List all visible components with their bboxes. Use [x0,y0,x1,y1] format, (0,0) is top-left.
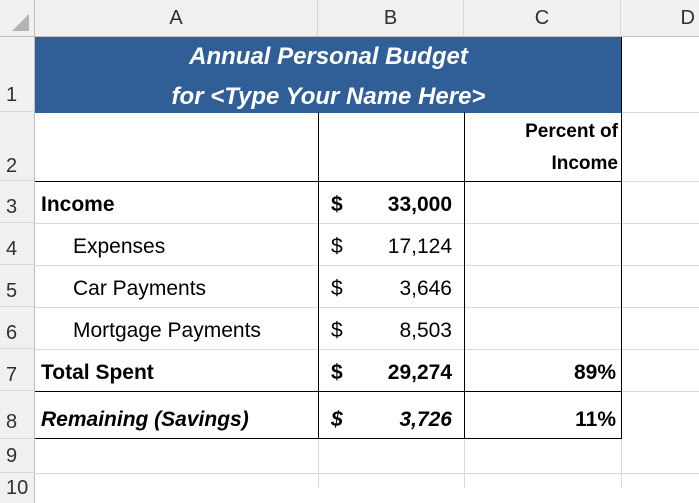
row-header-9[interactable]: 9 [0,439,35,473]
gridline [35,473,699,474]
gridline [35,223,699,224]
table-border [318,112,319,439]
column-header-a[interactable]: A [35,0,318,37]
mortgage-payments-amount[interactable]: 8,503 [399,319,452,342]
row-header-5[interactable]: 5 [0,265,35,307]
remaining-savings-amount[interactable]: 3,726 [399,408,452,431]
car-payments-currency[interactable]: $ [331,277,343,300]
total-spent-percent[interactable]: 89% [573,361,616,384]
table-border [35,181,622,182]
table-border [35,438,622,439]
expenses-currency[interactable]: $ [331,235,343,258]
column-header-b[interactable]: B [318,0,464,37]
title-cell[interactable] [35,37,622,113]
percent-header-line-2: Income [551,153,618,174]
row-header-7[interactable]: 7 [0,349,35,391]
gridline [621,391,699,392]
row-header-10[interactable]: 10 [0,473,35,503]
row-header-3[interactable]: 3 [0,181,35,223]
expenses-amount[interactable]: 17,124 [387,235,452,258]
column-header-c[interactable]: C [464,0,621,37]
table-border [35,391,622,392]
mortgage-payments-label[interactable]: Mortgage Payments [73,319,261,342]
gridline [621,112,699,113]
gridline [35,307,699,308]
select-all-triangle-icon [0,0,35,37]
percent-header-line-1: Percent of [525,121,618,142]
income-amount[interactable]: 33,000 [387,193,452,216]
total-spent-amount[interactable]: 29,274 [387,361,452,384]
gridline [35,349,699,350]
car-payments-amount[interactable]: 3,646 [399,277,452,300]
gridline [464,439,465,488]
row-header-1[interactable]: 1 [0,37,35,112]
mortgage-payments-currency[interactable]: $ [331,319,343,342]
column-header-d[interactable]: D [621,0,699,37]
row-header-4[interactable]: 4 [0,223,35,265]
car-payments-label[interactable]: Car Payments [73,277,207,300]
row-header-6[interactable]: 6 [0,307,35,349]
income-label[interactable]: Income [41,193,115,216]
total-spent-currency[interactable]: $ [331,361,343,384]
table-border [621,37,622,439]
expenses-label[interactable]: Expenses [73,235,166,258]
income-currency[interactable]: $ [331,193,343,216]
row-header-2[interactable]: 2 [0,112,35,181]
gridline [35,265,699,266]
gridline [318,439,319,488]
gridline [621,181,699,182]
remaining-savings-label[interactable]: Remaining (Savings) [41,408,249,431]
row-header-8[interactable]: 8 [0,391,35,439]
total-spent-label[interactable]: Total Spent [41,361,154,384]
remaining-savings-currency[interactable]: $ [331,408,343,431]
remaining-savings-percent[interactable]: 11% [575,408,616,431]
title-line-1: Annual Personal Budget [189,43,468,70]
title-line-2: for <Type Your Name Here> [171,83,486,110]
select-all-corner[interactable] [0,0,35,37]
